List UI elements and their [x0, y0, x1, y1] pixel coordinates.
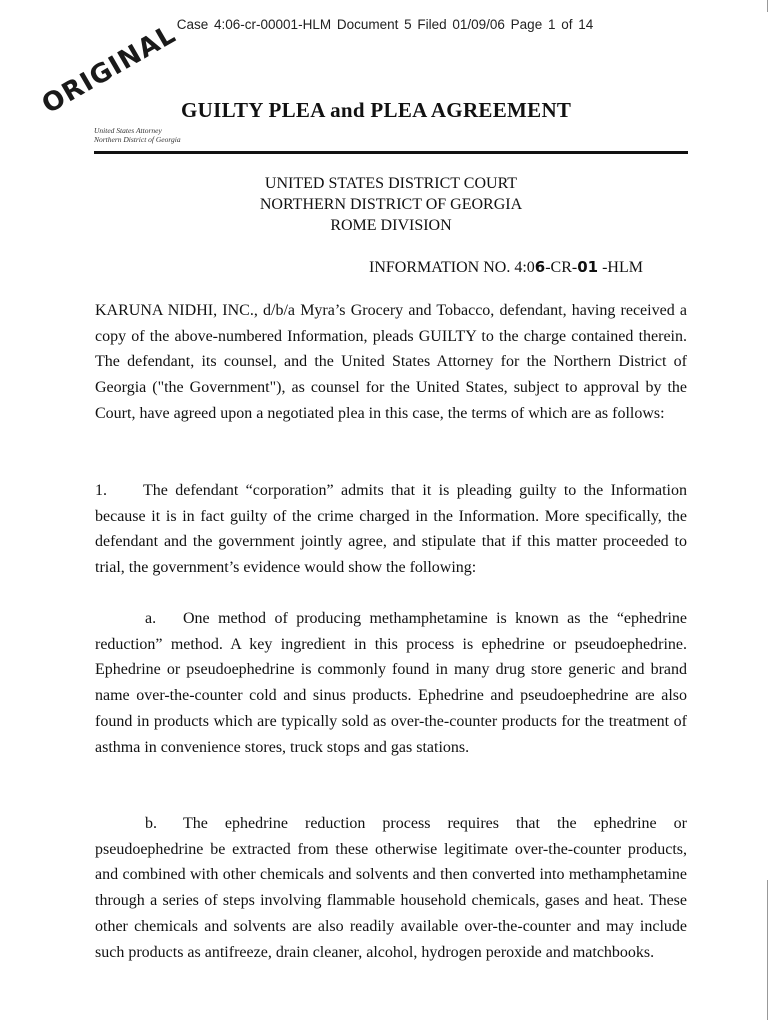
paragraph-1b [95, 811, 687, 965]
case-header: Case 4:06-cr-00001-HLM Document 5 Filed 01/09/06 Page 1 of 14 [176, 17, 594, 32]
agency-line: Northern District of Georgia [94, 135, 181, 144]
paragraph-letter: a. [145, 610, 157, 627]
original-stamp: ORIGINAL [37, 19, 182, 120]
court-line: ROME DIVISION [330, 217, 452, 234]
handwritten-year: 6 [534, 258, 546, 276]
title-rule [94, 151, 688, 154]
court-caption [0, 173, 770, 236]
paragraph-text: One method of producing methamphetamine is known as the “ephedrine reduction” method. A key ingredient in this process is ephedrine or pseudoephedrine. Ephedrine or pseudoephedrine is commonly found in many drug store generic and brand name over-the-counter cold and sinus products. Ephedrine and pseudoephedrine are also found in products which are typically sold as over-the-counter products for the treatment of asthma in convenience stores, truck stops and gas stations. [95, 610, 687, 756]
court-line: UNITED STATES DISTRICT COURT [264, 175, 518, 192]
scan-edge-mark [767, 0, 768, 12]
paragraph-text: The ephedrine reduction process requires that the ephedrine or pseudoephedrine be extracted from these otherwise legitimate over-the-counter products, and combined with other chemicals and solvents and then converted into methamphetamine through a series of steps involving flammable household chemicals, gases and heat. These other chemicals and solvents are also readily available over-the-counter and may include such products as antifreeze, drain cleaner, alcohol, hydrogen peroxide and matchbooks. [95, 815, 687, 961]
paragraph-number: 1. [95, 482, 107, 499]
information-number [369, 258, 643, 277]
information-prefix: INFORMATION NO. 4:0 [369, 259, 535, 276]
paragraph-1 [95, 478, 687, 581]
paragraph-1a [95, 606, 687, 760]
handwritten-number: 01 [577, 258, 599, 276]
scan-edge-mark [767, 880, 768, 1020]
agency-block [94, 126, 181, 144]
court-line: NORTHERN DISTRICT OF GEORGIA [259, 196, 523, 213]
paragraph-text: The defendant “corporation” admits that it is pleading guilty to the Information because it is in fact guilty of the crime charged in the Information. More specifically, the defendant and the government jointly agree, and stipulate that if this matter proceeded to trial, the government’s evidence would show the following: [95, 482, 687, 577]
agency-line: United States Attorney [94, 126, 162, 135]
information-suffix: -HLM [598, 259, 643, 276]
paragraph-letter: b. [145, 815, 157, 832]
information-middle: -CR- [545, 259, 578, 276]
document-title: GUILTY PLEA and PLEA AGREEMENT [181, 98, 572, 122]
intro-paragraph: KARUNA NIDHI, INC., d/b/a Myra’s Grocery and Tobacco, defendant, having received a copy of the above-numbered Information, pleads GUILTY to the charge contained therein. The defendant, its counsel, and the United States Attorney for the Northern District of Georgia ("the Government"), as counsel for the United States, subject to approval by the Court, have agreed upon a negotiated plea in this case, the terms of which are as follows: [95, 302, 687, 422]
